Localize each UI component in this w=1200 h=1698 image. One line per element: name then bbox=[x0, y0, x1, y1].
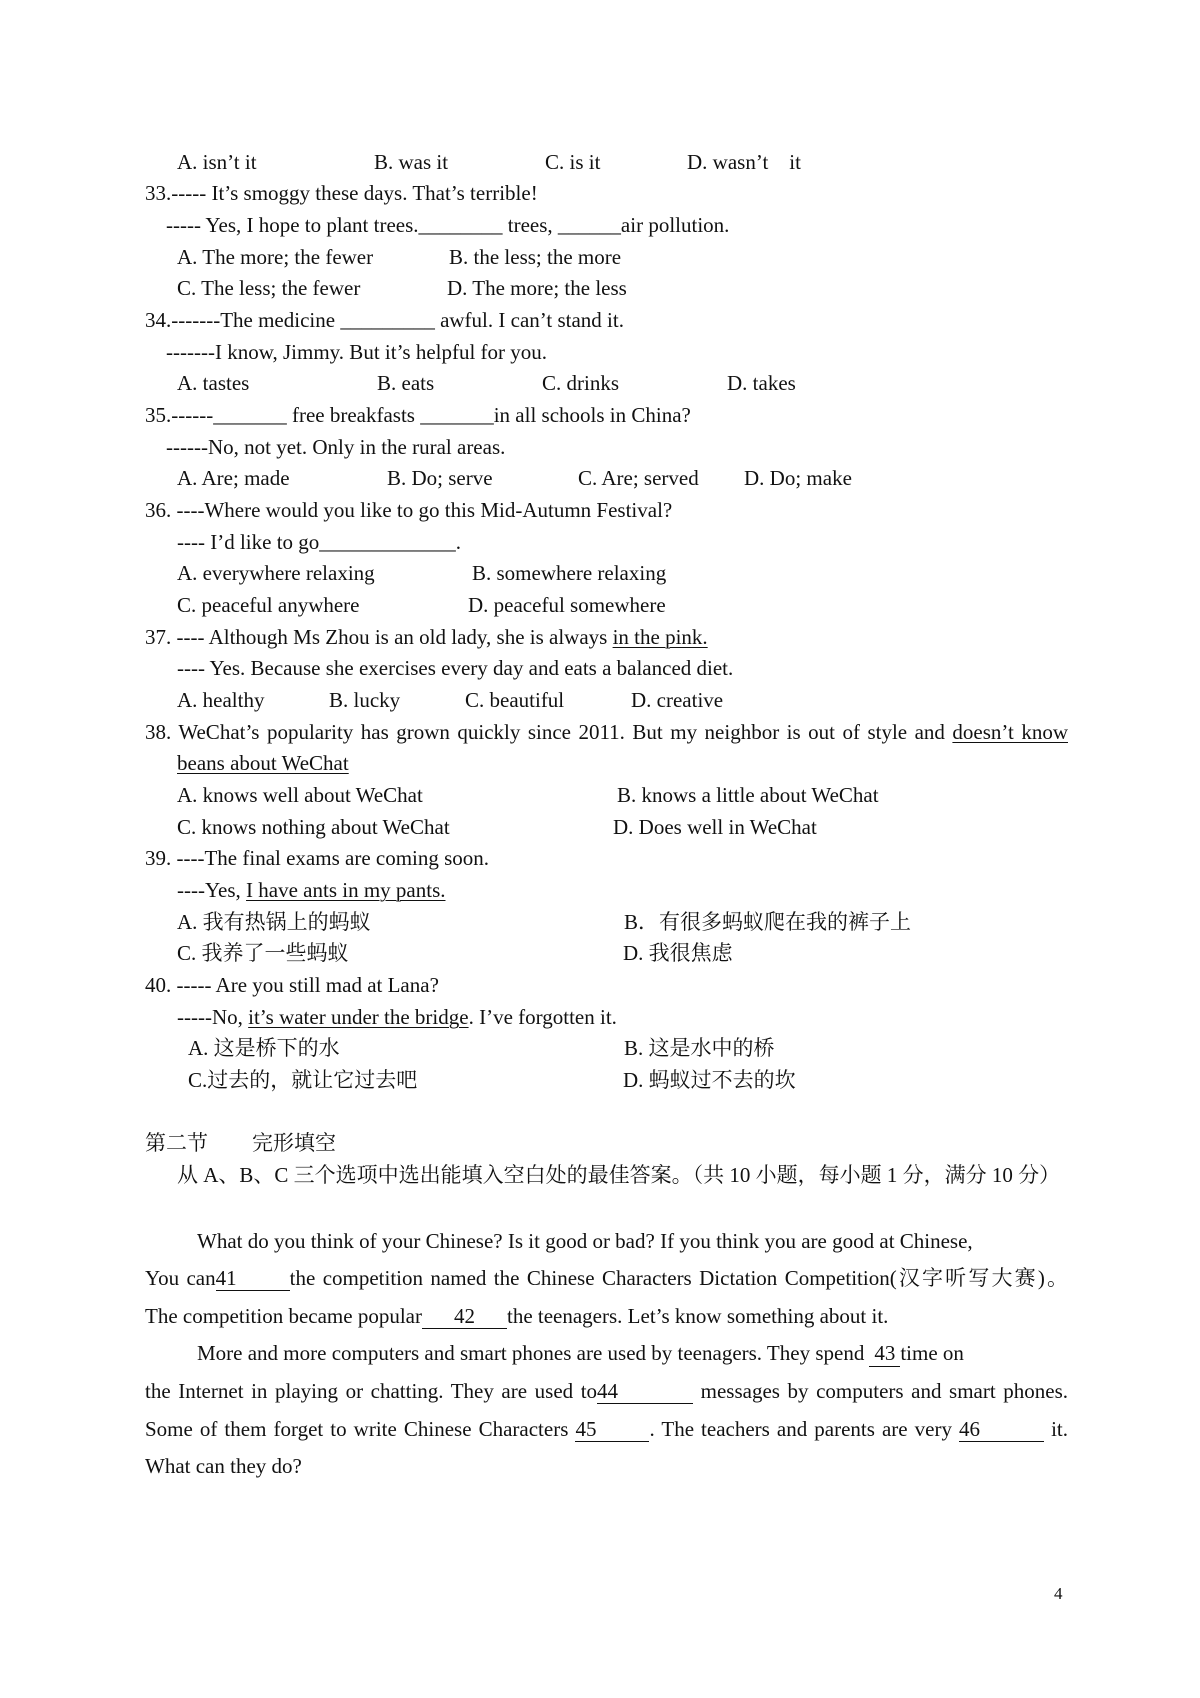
q34-prompt-row bbox=[0, 305, 1200, 337]
q38-prompt-row-2 bbox=[0, 748, 1200, 780]
q33-option-a: A. The more; the fewer bbox=[177, 244, 374, 269]
blank-46: 46 bbox=[959, 1418, 1044, 1442]
passage-line-5-before: the Internet in playing or chatting. They are used to bbox=[145, 1379, 598, 1404]
q33-option-b: B. the less; the more bbox=[449, 244, 622, 269]
cloze-passage bbox=[0, 1223, 1200, 1486]
q35-option-a: A. Are; made bbox=[177, 466, 290, 491]
passage-line-3-text bbox=[145, 1298, 888, 1336]
q38-prompt-row-1 bbox=[0, 717, 1200, 749]
q35-prompt-row bbox=[0, 400, 1200, 432]
q37-underlined-phrase: in the pink. bbox=[612, 624, 708, 649]
blank-spacer-line bbox=[0, 1097, 1200, 1129]
q38-underlined-phrase-cont: beans about WeChat bbox=[177, 751, 349, 776]
passage-line-5-text bbox=[145, 1373, 1068, 1411]
section2-title: 完形填空 bbox=[252, 1131, 336, 1156]
q39-reply bbox=[177, 875, 446, 907]
q34-option-d: D. takes bbox=[727, 371, 796, 396]
q39-option-d: D. 我很焦虑 bbox=[623, 941, 733, 966]
passage-line-3 bbox=[0, 1298, 1200, 1336]
passage-line-2-after: the competition named the Chinese Characters Dictation Competition(汉字听写大赛)。 bbox=[289, 1266, 1068, 1291]
q35-option-b: B. Do; serve bbox=[387, 466, 493, 491]
q36-reply-row bbox=[0, 527, 1200, 559]
q37-option-c: C. beautiful bbox=[465, 688, 565, 713]
q39-options-row-2 bbox=[0, 938, 1200, 970]
blank-45: 45 bbox=[575, 1418, 649, 1442]
q33-prompt-row bbox=[0, 178, 1200, 210]
q37-option-a: A. healthy bbox=[177, 688, 265, 713]
q33-option-c: C. The less; the fewer bbox=[177, 276, 361, 301]
q36-options-row-1 bbox=[0, 558, 1200, 590]
q39-options-row-1 bbox=[0, 907, 1200, 939]
passage-line-6-after: it. bbox=[1044, 1416, 1069, 1441]
passage-line-4-after: time on bbox=[900, 1341, 964, 1366]
q38-prompt bbox=[145, 717, 1068, 749]
passage-line-1 bbox=[0, 1223, 1200, 1261]
q38-options-row-1 bbox=[0, 780, 1200, 812]
passage-line-6-middle: . The teachers and parents are very bbox=[649, 1416, 960, 1441]
q38-option-b: B. knows a little about WeChat bbox=[617, 783, 879, 808]
passage-line-2-text bbox=[145, 1260, 1068, 1298]
q38-underlined-phrase: doesn’t know bbox=[952, 719, 1068, 744]
q40-options-row-1 bbox=[0, 1033, 1200, 1065]
q33-option-d: D. The more; the less bbox=[447, 276, 627, 301]
section2-number: 第二节 bbox=[145, 1131, 208, 1156]
passage-line-6-before: Some of them forget to write Chinese Characters bbox=[145, 1416, 576, 1441]
q40-reply-row bbox=[0, 1002, 1200, 1034]
passage-line-2 bbox=[0, 1260, 1200, 1298]
section2-instructions: 从 A、B、C 三个选项中选出能填入空白处的最佳答案。（共 10 小题，每小题 1 分，满分 10 分） bbox=[177, 1163, 1061, 1188]
q40-underlined-phrase: it’s water under the bridge bbox=[248, 1004, 469, 1029]
q39-option-b: B．有很多蚂蚁爬在我的裤子上 bbox=[624, 909, 912, 934]
passage-line-2-before: You can bbox=[145, 1266, 216, 1291]
q39-reply-row bbox=[0, 875, 1200, 907]
q33-options-row-1 bbox=[0, 242, 1200, 274]
q38-option-d: D. Does well in WeChat bbox=[613, 814, 817, 839]
q35-option-c: C. Are; served bbox=[578, 466, 699, 491]
passage-line-7-text: What can they do? bbox=[145, 1454, 302, 1479]
passage-line-4-before: More and more computers and smart phones are used by teenagers. They spend bbox=[197, 1341, 865, 1366]
passage-line-4-text bbox=[197, 1335, 964, 1373]
passage-line-6-text bbox=[145, 1411, 1068, 1449]
q33-reply: ----- Yes, I hope to plant trees.________ trees, ______air pollution. bbox=[166, 212, 730, 237]
q34-option-a: A. tastes bbox=[177, 371, 250, 396]
q40-option-c: C.过去的，就让它过去吧 bbox=[188, 1068, 418, 1093]
q39-prompt-row bbox=[0, 843, 1200, 875]
q33-options-row-2 bbox=[0, 273, 1200, 305]
passage-line-6 bbox=[0, 1411, 1200, 1449]
q37-option-d: D. creative bbox=[631, 688, 724, 713]
q40-option-a: A. 这是桥下的水 bbox=[188, 1036, 340, 1061]
blank-44: 44 bbox=[597, 1380, 693, 1404]
q40-reply bbox=[177, 1002, 617, 1034]
q39-option-a: A. 我有热锅上的蚂蚁 bbox=[177, 909, 371, 934]
q36-reply: ---- I’d like to go_____________. bbox=[177, 529, 462, 554]
q37-prompt bbox=[145, 622, 708, 654]
q32-option-d: D. wasn’t it bbox=[687, 149, 801, 174]
q38-options-row-2 bbox=[0, 812, 1200, 844]
passage-line-3-after: the teenagers. Let’s know something about it. bbox=[506, 1303, 889, 1328]
passage-line-5 bbox=[0, 1373, 1200, 1411]
q35-prompt: 35.------_______ free breakfasts _______in all schools in China? bbox=[145, 402, 691, 427]
q34-reply: -------I know, Jimmy. But it’s helpful for you. bbox=[166, 339, 548, 364]
multiple-choice-section bbox=[0, 147, 1200, 1192]
passage-line-5-after: messages by computers and smart phones. bbox=[693, 1379, 1068, 1404]
q32-option-c: C. is it bbox=[545, 149, 601, 174]
passage-line-7 bbox=[0, 1448, 1200, 1486]
q39-reply-text: ----Yes, bbox=[177, 878, 247, 903]
q40-reply-end: . I’ve forgotten it. bbox=[468, 1004, 617, 1029]
passage-line-1-text: What do you think of your Chinese? Is it good or bad? If you think you are good at Chinese, bbox=[197, 1228, 973, 1253]
q37-reply: ---- Yes. Because she exercises every day and eats a balanced diet. bbox=[177, 656, 734, 681]
q36-option-c: C. peaceful anywhere bbox=[177, 593, 360, 617]
q37-option-b: B. lucky bbox=[329, 688, 401, 713]
q33-prompt: 33.----- It’s smoggy these days. That’s terrible! bbox=[145, 181, 538, 206]
q32-options-row bbox=[0, 147, 1200, 179]
q38-option-a: A. knows well about WeChat bbox=[177, 783, 423, 808]
blank-43: 43 bbox=[869, 1342, 900, 1366]
q36-option-b: B. somewhere relaxing bbox=[472, 561, 667, 586]
q39-option-c: C. 我养了一些蚂蚁 bbox=[177, 941, 349, 966]
q35-options-row bbox=[0, 463, 1200, 495]
q37-options-row bbox=[0, 685, 1200, 717]
q39-prompt: 39. ----The final exams are coming soon. bbox=[145, 846, 490, 871]
passage-line-3-before: The competition became popular bbox=[145, 1303, 422, 1328]
q35-reply-row bbox=[0, 432, 1200, 464]
q33-reply-row bbox=[0, 210, 1200, 242]
q38-option-c: C. knows nothing about WeChat bbox=[177, 814, 450, 839]
section2-heading-row bbox=[0, 1128, 1200, 1160]
q40-prompt: 40. ----- Are you still mad at Lana? bbox=[145, 973, 439, 998]
q36-options-row-2 bbox=[0, 590, 1200, 622]
q37-prompt-row bbox=[0, 622, 1200, 654]
q36-prompt-row bbox=[0, 495, 1200, 527]
q37-prompt-text: 37. ---- Although Ms Zhou is an old lady, she is always bbox=[145, 624, 613, 649]
passage-line-4 bbox=[0, 1335, 1200, 1373]
q40-options-row-2 bbox=[0, 1065, 1200, 1097]
q38-prompt-text: 38. WeChat’s popularity has grown quickly since 2011. But my neighbor is out of style and bbox=[145, 719, 953, 744]
q34-options-row bbox=[0, 368, 1200, 400]
q35-reply: ------No, not yet. Only in the rural areas. bbox=[166, 434, 506, 459]
q40-option-b: B. 这是水中的桥 bbox=[624, 1036, 775, 1061]
q40-reply-text: -----No, bbox=[177, 1004, 249, 1029]
q36-option-a: A. everywhere relaxing bbox=[177, 561, 375, 586]
q37-reply-row bbox=[0, 653, 1200, 685]
blank-42: 42 bbox=[422, 1305, 507, 1329]
q40-prompt-row bbox=[0, 970, 1200, 1002]
q34-option-b: B. eats bbox=[377, 371, 435, 396]
q34-option-c: C. drinks bbox=[542, 371, 620, 396]
q32-option-a: A. isn’t it bbox=[177, 149, 257, 174]
q35-option-d: D. Do; make bbox=[744, 466, 852, 491]
q39-underlined-phrase: I have ants in my pants. bbox=[246, 878, 446, 903]
section2-instructions-row bbox=[0, 1160, 1200, 1192]
page-number: 4 bbox=[1054, 1584, 1063, 1603]
q34-reply-row bbox=[0, 337, 1200, 369]
q34-prompt: 34.-------The medicine _________ awful. I can’t stand it. bbox=[145, 307, 624, 332]
blank-41: 41 bbox=[216, 1267, 290, 1291]
q40-option-d: D. 蚂蚁过不去的坎 bbox=[623, 1068, 796, 1093]
q36-prompt: 36. ----Where would you like to go this Mid-Autumn Festival? bbox=[145, 497, 673, 522]
q36-option-d: D. peaceful somewhere bbox=[468, 593, 666, 617]
q32-option-b: B. was it bbox=[374, 149, 449, 174]
